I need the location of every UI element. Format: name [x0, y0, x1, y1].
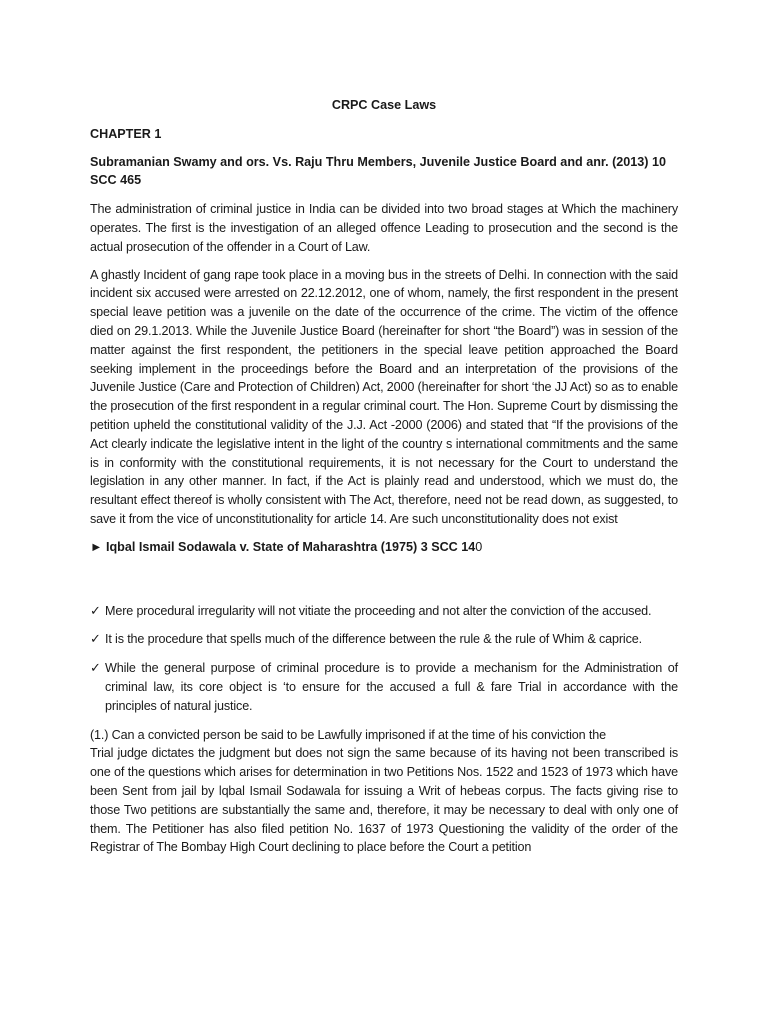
case-heading-iqbal-ismail [90, 538, 678, 557]
check-icon: ✓ [90, 631, 101, 647]
document-title: CRPC Case Laws [331, 98, 437, 112]
list-item [90, 602, 678, 621]
list-item [90, 659, 678, 715]
case-heading-tail: 0 [475, 539, 483, 554]
document-page [90, 96, 678, 857]
paragraph-administration: The administration of criminal justice in India can be divided into two broad stages at Which the machinery operates. The first is the investigation of an alleged offence Leading to prosecution and the second is the actual prosecution of the offender in a Court of Law. [90, 202, 678, 254]
paragraph-question-first-line: (1.) Can a convicted person be said to be Lawfully imprisoned if at the time of his conviction the [90, 727, 606, 742]
case-heading-subramanian-swamy: Subramanian Swamy and ors. Vs. Raju Thru Members, Juvenile Justice Board and anr. (2013) 10 SCC 465 [90, 154, 667, 188]
check-icon: ✓ [90, 660, 101, 676]
paragraph-incident: A ghastly Incident of gang rape took place in a moving bus in the streets of Delhi. In connection with the said incident six accused were arrested on 22.12.2012, one of whom, namely, the first respondent in the present special leave petition was a juvenile on the date of the occurrence of the crime. The victim of the offence died on 29.1.2013. While the Juvenile Justice Board (hereinafter for short “the Board”) was in session of the matter against the first respondent, the petitioners in the special leave petition approached the Board seeking implement in the proceedings before the Board and an interpretation of the provisions of the Juvenile Justice (Care and Protection of Children) Act, 2000 (hereinafter for short ‘the JJ Act) so as to enable the prosecution of the first respondent in a regular criminal court. The Hon. Supreme Court by dismissing the petition upheld the constitutional validity of the J.J. Act -2000 (2006) and stated that “If the provisions of the Act clearly indicate the legislative intent in the light of the country s international commitments and the same is in conformity with the constitutional requirements, it is not necessary for the Court to understand the legislation in any other manner. In fact, if the Act is plainly read and understood, which we must do, the resultant effect thereof is wholly consistent with The Act, therefore, need not be read down, as suggested, to save it from the vice of unconstitutionality for article 14. Are such unconstitutionality does not exist [90, 267, 679, 526]
check-icon: ✓ [90, 602, 101, 618]
chapter-heading: CHAPTER 1 [90, 126, 162, 141]
paragraph-question-body: Trial judge dictates the judgment but does not sign the same because of its having not been transcribed is one of the questions which arises for determination in two Petitions Nos. 1522 and 1523 of 1973 which have been Sent from jail by lqbal Ismail Sodawala for issuing a Writ of hebeas corpus. The facts giving rise to those Two petitions are substantially the same and, therefore, it may be necessary to deal with only one of them. The Petitioner has also filed petition No. 1637 of 1973 Questioning the validity of the order of the Registrar of The Bombay High Court declining to place before the Court a petition [90, 746, 678, 855]
list-item-text: While the general purpose of criminal procedure is to provide a mechanism for the Administration of criminal law, its core object is ‘to ensure for the accused a full & fare Trial in accordance with the principles of natural justice. [105, 661, 678, 713]
list-item [90, 630, 678, 649]
case-heading-text: Iqbal Ismail Sodawala v. State of Maharashtra (1975) 3 SCC 14 [105, 539, 476, 554]
list-item-text: It is the procedure that spells much of the difference between the rule & the rule of Whim & caprice. [105, 632, 642, 647]
arrow-icon: ► [90, 539, 103, 554]
principles-list [90, 602, 678, 716]
list-item-text: Mere procedural irregularity will not vitiate the proceeding and not alter the conviction of the accused. [105, 603, 652, 618]
